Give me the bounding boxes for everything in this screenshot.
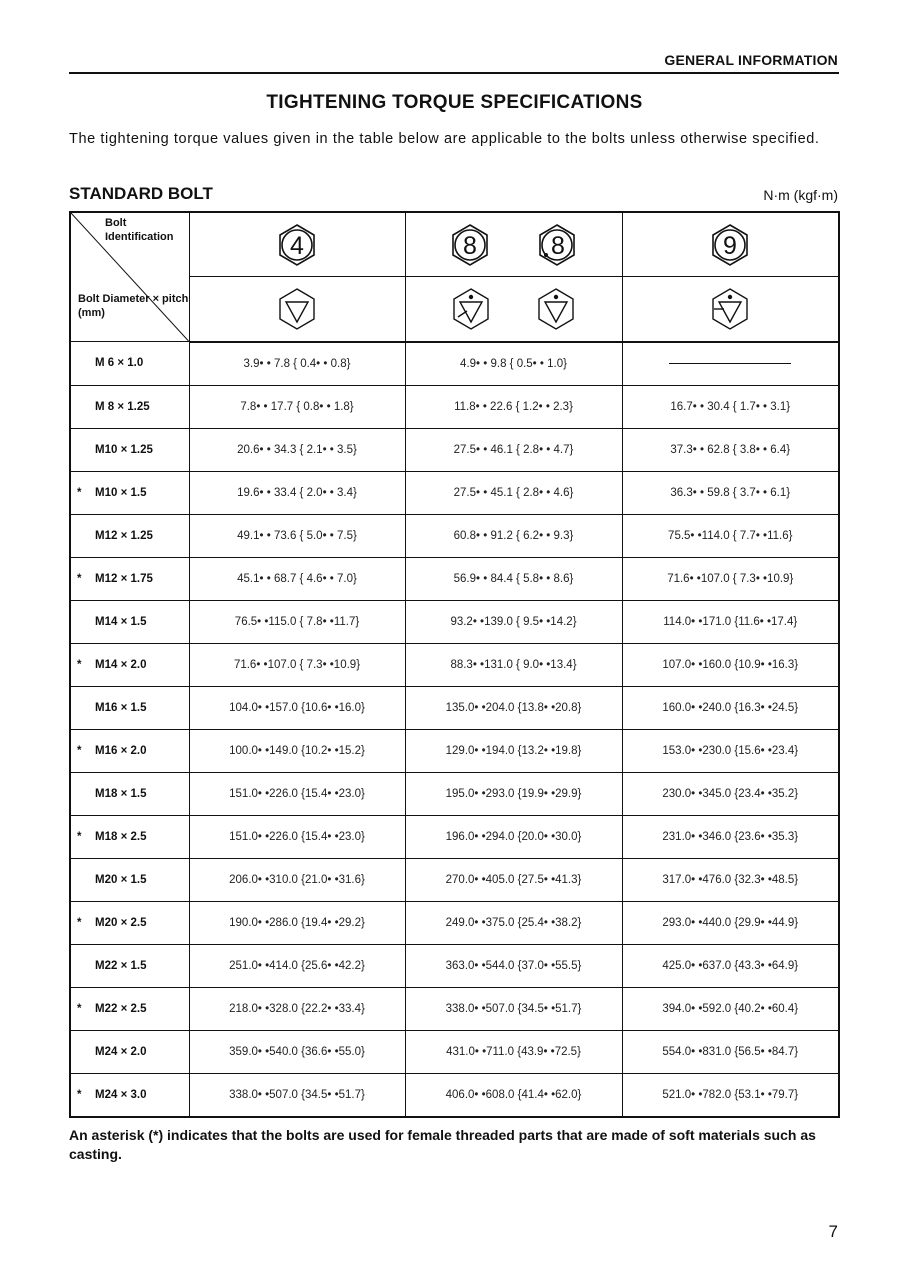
torque-value-8: 27.5• • 46.1 { 2.8• • 4.7} (405, 428, 622, 471)
bolt-size-cell (70, 600, 189, 643)
torque-value-4: 49.1• • 73.6 { 5.0• • 7.5} (189, 514, 405, 557)
torque-value-4: 3.9• • 7.8 { 0.4• • 0.8} (189, 342, 405, 386)
table-row (70, 342, 839, 386)
asterisk-marker: * (77, 486, 82, 499)
torque-value-4: 190.0• •286.0 {19.4• •29.2} (189, 901, 405, 944)
torque-value-8: 4.9• • 9.8 { 0.5• • 1.0} (405, 342, 622, 386)
torque-value-9: 293.0• •440.0 {29.9• •44.9} (622, 901, 839, 944)
torque-value-9 (622, 342, 839, 386)
bolt-size-label: M18 × 2.5 (95, 830, 147, 843)
torque-value-9: 425.0• •637.0 {43.3• •64.9} (622, 944, 839, 987)
bolt-size-label: M20 × 1.5 (95, 873, 147, 886)
table-row (70, 1073, 839, 1117)
torque-value-8: 129.0• •194.0 {13.2• •19.8} (405, 729, 622, 772)
bolt-size-cell (70, 815, 189, 858)
torque-table (69, 211, 840, 1118)
asterisk-marker: * (77, 1088, 82, 1101)
table-row (70, 643, 839, 686)
grade-mark-8-dot: 8 (551, 231, 565, 260)
page-number: 7 (828, 1222, 838, 1241)
torque-value-9: 107.0• •160.0 {10.9• •16.3} (622, 643, 839, 686)
corner-label-diameter: Bolt Diameter × pitch (mm) (78, 293, 189, 319)
torque-value-4: 206.0• •310.0 {21.0• •31.6} (189, 858, 405, 901)
triangle-dot-bar-icon (709, 287, 751, 331)
torque-value-8: 406.0• •608.0 {41.4• •62.0} (405, 1073, 622, 1117)
torque-value-8: 11.8• • 22.6 { 1.2• • 2.3} (405, 385, 622, 428)
bolt-size-label: M14 × 2.0 (95, 658, 147, 671)
bolt-size-label: M16 × 2.0 (95, 744, 147, 757)
torque-value-9: 71.6• •107.0 { 7.3• •10.9} (622, 557, 839, 600)
torque-value-4: 45.1• • 68.7 { 4.6• • 7.0} (189, 557, 405, 600)
bolt-size-label: M10 × 1.25 (95, 443, 153, 456)
section-title: STANDARD BOLT (69, 184, 213, 203)
torque-value-9: 554.0• •831.0 {56.5• •84.7} (622, 1030, 839, 1073)
torque-value-8: 363.0• •544.0 {37.0• •55.5} (405, 944, 622, 987)
bolt-size-label: M12 × 1.25 (95, 529, 153, 542)
footnote: An asterisk (*) indicates that the bolts are used for female threaded parts that are made of soft materials such as casting. (69, 1127, 816, 1162)
grade-mark-9: 9 (723, 231, 738, 260)
bolt-size-cell (70, 557, 189, 600)
hex-bolt-8-dot-icon (535, 223, 579, 267)
bolt-size-cell (70, 1073, 189, 1117)
hex-bolt-9-icon (708, 223, 752, 267)
table-row (70, 944, 839, 987)
torque-value-9: 394.0• •592.0 {40.2• •60.4} (622, 987, 839, 1030)
table-row (70, 815, 839, 858)
torque-value-9: 37.3• • 62.8 { 3.8• • 6.4} (622, 428, 839, 471)
bolt-size-label: M22 × 2.5 (95, 1002, 147, 1015)
torque-value-8: 270.0• •405.0 {27.5• •41.3} (405, 858, 622, 901)
bolt-size-cell (70, 471, 189, 514)
torque-value-4: 76.5• •115.0 { 7.8• •11.7} (189, 600, 405, 643)
torque-value-8: 88.3• •131.0 { 9.0• •13.4} (405, 643, 622, 686)
triangle-dot-icon (535, 287, 577, 331)
bolt-size-label: M12 × 1.75 (95, 572, 153, 585)
triangle-marked-icon (450, 287, 492, 331)
asterisk-marker: * (77, 916, 82, 929)
asterisk-marker: * (77, 572, 82, 585)
bolt-size-label: M24 × 2.0 (95, 1045, 147, 1058)
torque-value-4: 251.0• •414.0 {25.6• •42.2} (189, 944, 405, 987)
bolt-size-cell (70, 1030, 189, 1073)
table-row (70, 514, 839, 557)
table-row (70, 772, 839, 815)
hex-bolt-4-icon (275, 223, 319, 267)
asterisk-marker: * (77, 744, 82, 757)
torque-value-8: 93.2• •139.0 { 9.5• •14.2} (405, 600, 622, 643)
torque-value-4: 338.0• •507.0 {34.5• •51.7} (189, 1073, 405, 1117)
torque-value-4: 151.0• •226.0 {15.4• •23.0} (189, 815, 405, 858)
torque-value-4: 19.6• • 33.4 { 2.0• • 3.4} (189, 471, 405, 514)
table-row (70, 729, 839, 772)
torque-value-9: 75.5• •114.0 { 7.7• •11.6} (622, 514, 839, 557)
torque-value-9: 317.0• •476.0 {32.3• •48.5} (622, 858, 839, 901)
bolt-size-cell (70, 643, 189, 686)
asterisk-marker: * (77, 1002, 82, 1015)
bolt-size-cell (70, 729, 189, 772)
torque-value-8: 56.9• • 84.4 { 5.8• • 8.6} (405, 557, 622, 600)
grade-8-symbol-cell (405, 277, 622, 342)
torque-value-4: 151.0• •226.0 {15.4• •23.0} (189, 772, 405, 815)
not-applicable-dash (669, 363, 791, 364)
table-row (70, 471, 839, 514)
table-row (70, 428, 839, 471)
bolt-size-label: M22 × 1.5 (95, 959, 147, 972)
torque-value-8: 431.0• •711.0 {43.9• •72.5} (405, 1030, 622, 1073)
torque-value-8: 338.0• •507.0 {34.5• •51.7} (405, 987, 622, 1030)
table-corner-cell (70, 212, 189, 342)
torque-value-9: 16.7• • 30.4 { 1.7• • 3.1} (622, 385, 839, 428)
grade-9-symbol-cell (622, 277, 839, 342)
bolt-size-label: M20 × 2.5 (95, 916, 147, 929)
table-row (70, 557, 839, 600)
bolt-size-cell (70, 901, 189, 944)
torque-value-4: 20.6• • 34.3 { 2.1• • 3.5} (189, 428, 405, 471)
table-row (70, 901, 839, 944)
table-row (70, 1030, 839, 1073)
torque-value-8: 249.0• •375.0 {25.4• •38.2} (405, 901, 622, 944)
bolt-size-label: M 8 × 1.25 (95, 400, 150, 413)
asterisk-marker: * (77, 658, 82, 671)
hex-bolt-8-icon (448, 223, 492, 267)
grade-9-mark-cell (622, 212, 839, 277)
bolt-size-label: M 6 × 1.0 (95, 357, 144, 370)
table-row (70, 686, 839, 729)
torque-value-9: 230.0• •345.0 {23.4• •35.2} (622, 772, 839, 815)
torque-value-4: 218.0• •328.0 {22.2• •33.4} (189, 987, 405, 1030)
torque-value-8: 195.0• •293.0 {19.9• •29.9} (405, 772, 622, 815)
page-title: TIGHTENING TORQUE SPECIFICATIONS (266, 92, 643, 113)
torque-value-4: 359.0• •540.0 {36.6• •55.0} (189, 1030, 405, 1073)
grade-mark-8: 8 (463, 231, 477, 260)
bolt-size-label: M24 × 3.0 (95, 1088, 147, 1101)
torque-value-8: 27.5• • 45.1 { 2.8• • 4.6} (405, 471, 622, 514)
table-header-row (70, 212, 839, 277)
grade-4-mark-cell (189, 212, 405, 277)
bolt-size-cell (70, 944, 189, 987)
table-row (70, 858, 839, 901)
bolt-size-cell (70, 772, 189, 815)
torque-value-8: 60.8• • 91.2 { 6.2• • 9.3} (405, 514, 622, 557)
bolt-size-cell (70, 342, 189, 386)
intro-paragraph: The tightening torque values given in the table below are applicable to the bolts unless otherwise specified. (69, 131, 820, 147)
bolt-size-label: M14 × 1.5 (95, 615, 147, 628)
bolt-size-label: M16 × 1.5 (95, 701, 147, 714)
units-label: N·m (kgf·m) (763, 187, 838, 203)
grade-4-symbol-cell (189, 277, 405, 342)
torque-value-4: 104.0• •157.0 {10.6• •16.0} (189, 686, 405, 729)
torque-value-8: 196.0• •294.0 {20.0• •30.0} (405, 815, 622, 858)
bolt-size-cell (70, 686, 189, 729)
bolt-size-cell (70, 385, 189, 428)
grade-8-mark-cell (405, 212, 622, 277)
torque-value-9: 36.3• • 59.8 { 3.7• • 6.1} (622, 471, 839, 514)
torque-value-4: 7.8• • 17.7 { 0.8• • 1.8} (189, 385, 405, 428)
section-header: GENERAL INFORMATION (664, 52, 838, 68)
torque-value-4: 100.0• •149.0 {10.2• •15.2} (189, 729, 405, 772)
torque-value-9: 153.0• •230.0 {15.6• •23.4} (622, 729, 839, 772)
torque-value-4: 71.6• •107.0 { 7.3• •10.9} (189, 643, 405, 686)
torque-value-9: 231.0• •346.0 {23.6• •35.3} (622, 815, 839, 858)
bolt-size-cell (70, 428, 189, 471)
torque-value-9: 521.0• •782.0 {53.1• •79.7} (622, 1073, 839, 1117)
bolt-size-label: M18 × 1.5 (95, 787, 147, 800)
bolt-size-cell (70, 987, 189, 1030)
table-row (70, 987, 839, 1030)
asterisk-marker: * (77, 830, 82, 843)
table-row (70, 385, 839, 428)
bolt-size-label: M10 × 1.5 (95, 486, 147, 499)
table-row (70, 600, 839, 643)
torque-value-8: 135.0• •204.0 {13.8• •20.8} (405, 686, 622, 729)
grade-mark-4: 4 (290, 231, 304, 260)
header-rule (69, 72, 839, 74)
torque-value-9: 114.0• •171.0 {11.6• •17.4} (622, 600, 839, 643)
corner-label-identification: Bolt Identification (105, 217, 174, 243)
triangle-icon (276, 287, 318, 331)
torque-value-9: 160.0• •240.0 {16.3• •24.5} (622, 686, 839, 729)
bolt-size-cell (70, 514, 189, 557)
bolt-size-cell (70, 858, 189, 901)
